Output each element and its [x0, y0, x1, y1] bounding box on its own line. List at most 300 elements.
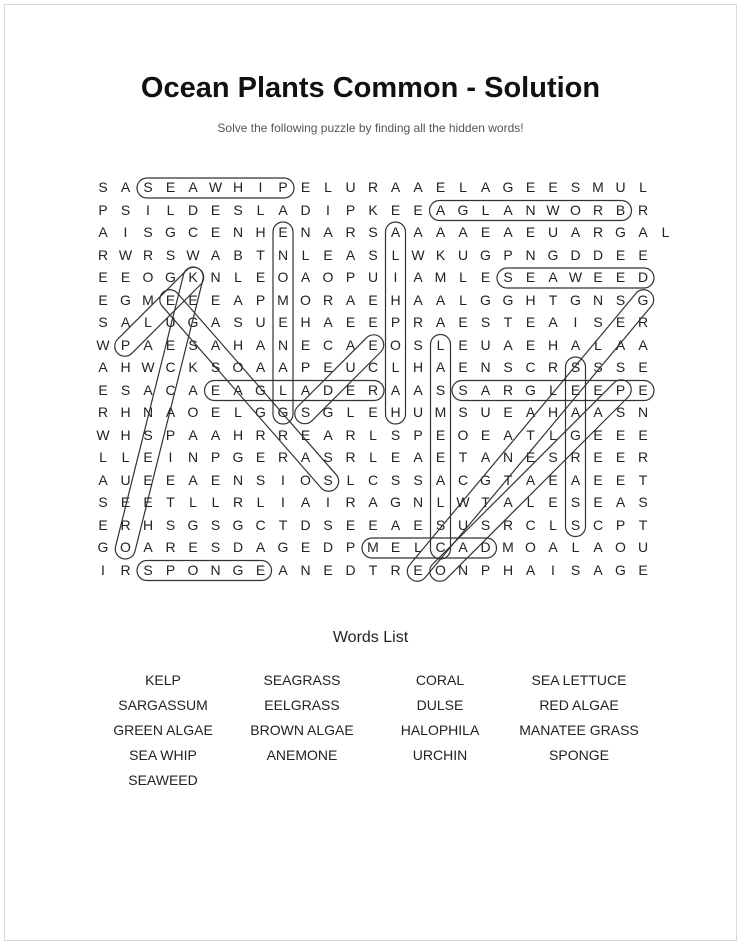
grid-cell: I — [146, 201, 150, 218]
grid-cell: E — [188, 539, 198, 555]
grid-cell: E — [638, 561, 648, 578]
grid-cell: P — [480, 561, 491, 578]
word-list-item: CORAL — [415, 672, 465, 688]
grid-cell: L — [166, 201, 175, 218]
grid-cell: A — [143, 539, 153, 555]
grid-cell: A — [570, 224, 581, 240]
grid-cell: E — [390, 539, 401, 555]
grid-cell: S — [570, 179, 581, 195]
grid-cell: G — [322, 404, 334, 420]
grid-cell: A — [458, 539, 468, 555]
grid-cell: P — [615, 381, 626, 398]
grid-cell: E — [98, 381, 108, 398]
grid-cell: G — [277, 404, 289, 420]
grid-cell: R — [120, 561, 131, 578]
page-title: Ocean Plants Common - Solution — [140, 72, 601, 104]
grid-cell: G — [187, 314, 199, 330]
grid-cell: U — [457, 246, 469, 263]
grid-cell: A — [210, 246, 221, 263]
grid-cell: G — [255, 404, 266, 420]
grid-cell: S — [593, 314, 603, 330]
grid-cell: A — [458, 224, 468, 240]
grid-cell: S — [615, 404, 626, 420]
grid-cell: E — [638, 426, 648, 443]
grid-cell: O — [277, 269, 289, 285]
word-list-item: HALOPHILA — [400, 722, 480, 738]
grid-cell: E — [548, 179, 558, 195]
grid-cell: S — [435, 381, 446, 398]
grid-cell: S — [300, 404, 311, 420]
grid-cell: E — [368, 291, 378, 308]
grid-cell: A — [233, 291, 243, 308]
grid-cell: E — [458, 359, 468, 375]
grid-cell: E — [368, 336, 378, 353]
grid-cell: R — [165, 539, 176, 555]
grid-cell: A — [503, 426, 513, 443]
grid-cell: R — [345, 449, 356, 465]
grid-cell: A — [413, 291, 423, 308]
grid-cell: E — [525, 314, 536, 330]
grid-cell: A — [390, 516, 401, 533]
grid-cell: G — [480, 246, 491, 263]
grid-cell: N — [480, 359, 491, 375]
grid-cell: L — [391, 359, 400, 375]
grid-cell: R — [502, 381, 514, 398]
grid-cell: R — [592, 201, 604, 218]
grid-cell: K — [188, 359, 198, 375]
grid-cell: S — [390, 471, 401, 488]
grid-cell: A — [638, 224, 648, 240]
word-list-item: SARGASSUM — [118, 697, 208, 713]
grid-cell: S — [503, 359, 513, 375]
grid-cell: C — [165, 359, 176, 375]
grid-cell: A — [345, 291, 356, 308]
words-list-title: Words List — [332, 629, 409, 646]
word-list-item: MANATEE GRASS — [519, 722, 639, 738]
grid-cell: S — [570, 516, 581, 533]
grid-cell: R — [637, 449, 649, 465]
grid-cell: W — [96, 336, 110, 353]
grid-cell: R — [322, 291, 334, 308]
word-list-item: SEA LETTUCE — [531, 672, 627, 688]
grid-cell: E — [210, 404, 221, 420]
grid-cell: E — [548, 494, 558, 510]
grid-cell: E — [413, 561, 423, 578]
grid-cell: T — [256, 246, 265, 263]
grid-cell: G — [187, 516, 199, 533]
grid-cell: A — [210, 314, 221, 330]
grid-cell: N — [525, 246, 536, 263]
grid-cell: S — [233, 201, 243, 218]
grid-cell: E — [210, 224, 221, 240]
grid-cell: O — [615, 539, 626, 555]
grid-cell: A — [413, 179, 423, 195]
grid-cell: A — [188, 179, 198, 195]
grid-cell: S — [368, 224, 378, 240]
grid-cell: C — [322, 336, 334, 353]
grid-cell: S — [143, 561, 153, 578]
grid-cell: H — [120, 426, 131, 443]
grid-cell: A — [98, 471, 108, 488]
grid-cell: T — [503, 314, 513, 330]
grid-cell: A — [278, 561, 288, 578]
grid-cell: E — [638, 359, 648, 375]
word-list-item: SEA WHIP — [129, 747, 197, 763]
grid-cell: H — [300, 314, 311, 330]
grid-cell: P — [165, 561, 176, 578]
grid-cell: W — [456, 494, 470, 510]
grid-cell: E — [120, 494, 131, 510]
grid-cell: L — [99, 449, 107, 465]
grid-cell: A — [503, 201, 513, 218]
grid-cell: S — [210, 359, 221, 375]
grid-cell: N — [637, 404, 649, 420]
grid-cell: A — [210, 426, 221, 443]
grid-cell: C — [525, 359, 536, 375]
grid-cell: R — [390, 561, 401, 578]
grid-cell: S — [615, 359, 626, 375]
grid-cell: S — [98, 314, 108, 330]
grid-cell: A — [548, 539, 558, 555]
grid-cell: E — [458, 336, 468, 353]
grid-cell: R — [232, 494, 244, 510]
grid-cell: L — [301, 246, 310, 263]
word-list-item: GREEN ALGAE — [113, 722, 213, 738]
grid-cell: G — [255, 381, 266, 398]
grid-cell: W — [118, 246, 133, 263]
grid-cell: D — [637, 269, 649, 285]
grid-cell: R — [412, 314, 424, 330]
grid-cell: E — [638, 246, 648, 263]
grid-cell: E — [368, 516, 378, 533]
grid-cell: A — [413, 269, 423, 285]
grid-cell: D — [322, 539, 334, 555]
grid-cell: S — [480, 516, 491, 533]
grid-cell: O — [435, 561, 446, 578]
grid-cell: L — [459, 179, 467, 195]
grid-cell: A — [368, 494, 378, 510]
grid-cell: W — [568, 269, 583, 285]
grid-cell: A — [435, 314, 446, 330]
grid-cell: O — [525, 539, 536, 555]
grid-cell: A — [480, 381, 491, 398]
grid-cell: S — [548, 449, 558, 465]
grid-cell: H — [120, 404, 131, 420]
grid-cell: S — [188, 336, 198, 353]
grid-cell: E — [143, 471, 153, 488]
page-subtitle: Solve the following puzzle by finding all the hidden words! — [217, 121, 524, 135]
grid-cell: U — [345, 359, 356, 375]
grid-cell: A — [278, 201, 288, 218]
grid-cell: A — [593, 561, 603, 578]
grid-cell: R — [367, 179, 379, 195]
grid-cell: L — [639, 179, 647, 195]
grid-cell: S — [165, 246, 176, 263]
grid-cell: L — [594, 336, 602, 353]
grid-cell: I — [258, 179, 263, 195]
grid-cell: A — [570, 471, 581, 488]
grid-cell: R — [97, 246, 109, 263]
grid-cell: N — [502, 449, 514, 465]
grid-cell: A — [345, 246, 356, 263]
grid-cell: E — [323, 561, 333, 578]
grid-cell: I — [281, 494, 285, 510]
grid-cell: I — [123, 224, 128, 240]
grid-cell: S — [570, 561, 581, 578]
grid-cell: T — [278, 516, 288, 533]
grid-cell: M — [502, 539, 514, 555]
grid-cell: A — [548, 314, 558, 330]
grid-cell: G — [457, 201, 469, 218]
grid-cell: E — [615, 314, 626, 330]
grid-cell: P — [98, 201, 108, 218]
grid-cell: H — [390, 291, 401, 308]
grid-cell: E — [210, 291, 221, 308]
grid-cell: E — [593, 269, 603, 285]
word-list-item: RED ALGAE — [539, 697, 619, 713]
grid-cell: G — [232, 561, 244, 578]
word-list-item: SPONGE — [549, 747, 609, 763]
grid-cell: E — [413, 201, 423, 218]
grid-cell: E — [210, 201, 221, 218]
grid-cell: A — [255, 539, 266, 555]
grid-cell: G — [277, 539, 289, 555]
grid-cell: U — [120, 471, 131, 488]
grid-cell: G — [390, 494, 401, 510]
grid-cell: B — [233, 246, 243, 263]
grid-cell: R — [97, 404, 109, 420]
letter-grid — [92, 176, 670, 580]
grid-cell: L — [234, 404, 242, 420]
grid-cell: E — [593, 381, 603, 398]
grid-cell: R — [367, 381, 379, 398]
grid-cell: T — [368, 561, 378, 578]
grid-cell: S — [570, 494, 581, 510]
grid-cell: A — [278, 359, 288, 375]
grid-cell: A — [323, 314, 333, 330]
grid-cell: A — [503, 494, 513, 510]
grid-cell: A — [120, 314, 131, 330]
grid-cell: N — [300, 561, 311, 578]
grid-cell: P — [413, 426, 423, 443]
grid-cell: L — [256, 494, 265, 510]
grid-cell: S — [255, 471, 266, 488]
grid-cell: A — [435, 359, 446, 375]
grid-cell: G — [480, 291, 491, 308]
grid-cell: O — [300, 291, 311, 308]
grid-cell: L — [526, 494, 535, 510]
grid-cell: M — [592, 179, 604, 195]
grid-cell: S — [233, 314, 243, 330]
grid-cell: H — [255, 224, 266, 240]
grid-cell: A — [98, 224, 108, 240]
grid-cell: E — [548, 471, 558, 488]
grid-cell: E — [165, 336, 176, 353]
grid-cell: A — [255, 336, 266, 353]
grid-cell: E — [593, 449, 603, 465]
grid-cell: E — [458, 314, 468, 330]
grid-cell: E — [278, 314, 288, 330]
grid-cell: E — [480, 269, 491, 285]
grid-cell: S — [593, 359, 603, 375]
grid-cell: H — [547, 336, 559, 353]
grid-cell: N — [457, 561, 469, 578]
word-list-item: SEAGRASS — [263, 672, 341, 688]
grid-cell: E — [480, 224, 491, 240]
grid-cell: A — [323, 224, 333, 240]
grid-cell: U — [412, 404, 424, 420]
grid-cell: M — [277, 291, 289, 308]
grid-cell: O — [142, 269, 154, 285]
grid-cell: E — [435, 426, 446, 443]
grid-cell: G — [525, 381, 536, 398]
grid-cell: L — [369, 449, 377, 465]
grid-cell: A — [98, 359, 108, 375]
grid-cell: W — [208, 179, 223, 195]
grid-cell: A — [143, 336, 153, 353]
grid-cell: A — [323, 426, 333, 443]
grid-cell: P — [255, 291, 266, 308]
grid-cell: E — [570, 381, 581, 398]
grid-cell: E — [255, 269, 266, 285]
grid-cell: S — [143, 426, 153, 443]
grid-cell: R — [142, 246, 154, 263]
grid-cell: S — [210, 539, 221, 555]
grid-cell: S — [368, 246, 378, 263]
grid-cell: P — [503, 246, 513, 263]
grid-cell: C — [457, 471, 469, 488]
grid-cell: K — [188, 269, 198, 285]
grid-cell: T — [503, 471, 513, 488]
grid-cell: I — [168, 449, 173, 465]
grid-cell: I — [393, 269, 398, 285]
grid-cell: P — [165, 426, 176, 443]
grid-cell: E — [143, 449, 153, 465]
grid-cell: B — [615, 201, 626, 218]
grid-cell: R — [345, 426, 356, 443]
word-list-item: BROWN ALGAE — [250, 722, 354, 738]
grid-cell: N — [277, 246, 289, 263]
grid-cell: D — [480, 539, 491, 555]
grid-cell: S — [480, 314, 491, 330]
grid-cell: A — [233, 381, 243, 398]
grid-cell: D — [187, 201, 199, 218]
grid-cell: E — [98, 516, 108, 533]
grid-cell: E — [165, 291, 176, 308]
grid-cell: A — [188, 471, 198, 488]
grid-cell: K — [368, 201, 378, 218]
grid-cell: G — [615, 561, 626, 578]
grid-cell: E — [525, 179, 536, 195]
grid-cell: E — [368, 314, 378, 330]
grid-cell: L — [369, 426, 377, 443]
grid-cell: S — [435, 516, 446, 533]
grid-cell: U — [165, 314, 176, 330]
grid-cell: R — [547, 359, 559, 375]
grid-cell: E — [98, 269, 108, 285]
grid-cell: E — [593, 426, 603, 443]
grid-cell: E — [300, 426, 311, 443]
grid-cell: O — [187, 561, 199, 578]
grid-cell: A — [390, 179, 401, 195]
grid-cell: E — [593, 494, 603, 510]
grid-cell: A — [413, 381, 423, 398]
grid-cell: E — [120, 269, 131, 285]
grid-cell: I — [573, 314, 578, 330]
grid-cell: U — [547, 224, 559, 240]
word-list-item: URCHIN — [412, 747, 468, 763]
grid-cell: O — [187, 404, 199, 420]
grid-cell: A — [345, 336, 356, 353]
word-list-item: ANEMONE — [266, 747, 338, 763]
grid-cell: W — [186, 246, 200, 263]
word-list-item: KELP — [145, 672, 181, 688]
grid-cell: A — [480, 179, 491, 195]
grid-cell: U — [255, 314, 266, 330]
grid-cell: R — [570, 449, 581, 465]
grid-cell: N — [232, 471, 244, 488]
grid-cell: A — [390, 381, 401, 398]
grid-cell: E — [255, 449, 266, 465]
grid-cell: D — [592, 246, 604, 263]
grid-cell: E — [210, 471, 221, 488]
grid-cell: A — [435, 471, 446, 488]
grid-cell: W — [546, 201, 560, 218]
grid-cell: O — [457, 426, 469, 443]
word-list-item: SEAWEED — [128, 772, 198, 788]
grid-cell: A — [548, 269, 558, 285]
grid-cell: M — [142, 291, 154, 308]
grid-cell: E — [323, 359, 333, 375]
grid-cell: H — [502, 561, 514, 578]
grid-cell: E — [480, 426, 491, 443]
grid-cell: D — [345, 561, 356, 578]
grid-cell: P — [210, 449, 221, 465]
grid-cell: A — [525, 404, 536, 420]
grid-cell: N — [232, 224, 244, 240]
grid-cell: C — [187, 224, 199, 240]
grid-cell: H — [412, 359, 424, 375]
grid-cell: L — [256, 201, 265, 218]
grid-cell: N — [210, 561, 221, 578]
grid-cell: L — [571, 539, 580, 555]
grid-cell: A — [570, 336, 581, 353]
grid-cell: T — [481, 494, 490, 510]
grid-cell: H — [390, 404, 401, 420]
grid-cell: R — [637, 314, 649, 330]
grid-cell: N — [187, 449, 199, 465]
grid-cell: S — [570, 359, 581, 375]
grid-cell: M — [367, 539, 379, 555]
grid-cell: S — [98, 494, 108, 510]
grid-cell: L — [481, 201, 490, 218]
grid-cell: E — [525, 269, 536, 285]
grid-cell: A — [188, 381, 198, 398]
grid-cell: U — [345, 179, 356, 195]
grid-cell: A — [593, 539, 603, 555]
grid-cell: D — [570, 246, 581, 263]
grid-cell: P — [390, 314, 401, 330]
grid-cell: D — [300, 201, 311, 218]
grid-cell: A — [390, 224, 401, 240]
grid-cell: E — [615, 471, 626, 488]
grid-cell: N — [277, 336, 289, 353]
grid-cell: C — [165, 381, 176, 398]
grid-cell: E — [300, 336, 311, 353]
grid-cell: A — [188, 426, 198, 443]
grid-cell: E — [323, 246, 333, 263]
grid-cell: L — [144, 314, 152, 330]
